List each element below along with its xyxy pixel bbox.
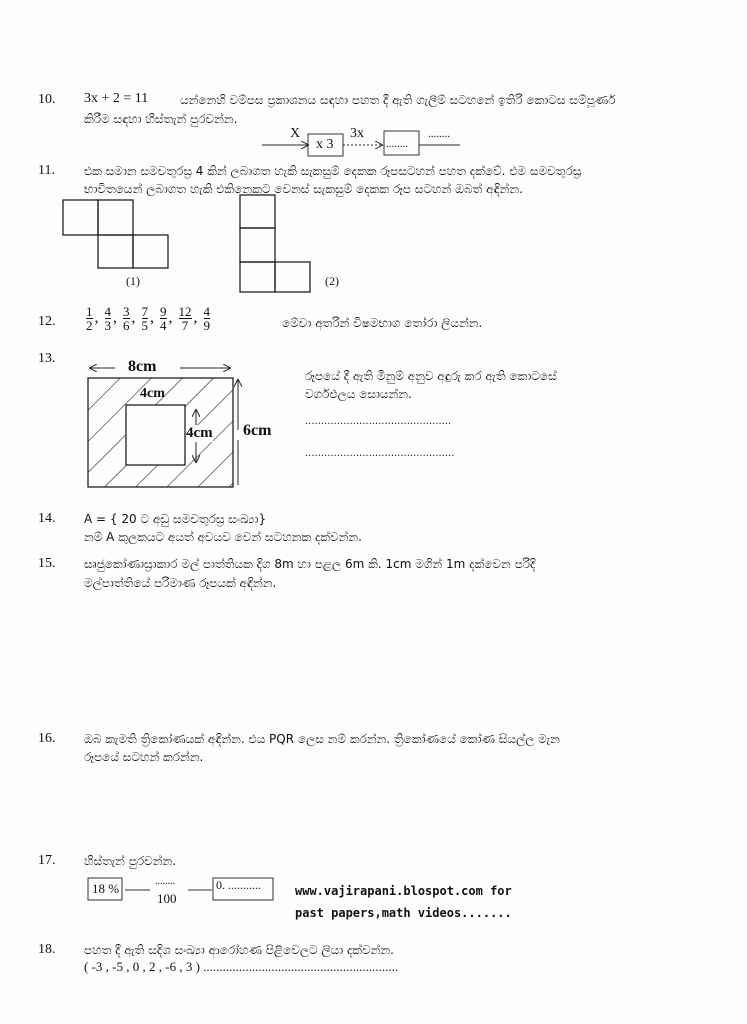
fraction: $\frac{4}{3}$ bbox=[104, 304, 111, 333]
question-14-text: නම් A කුලකයට අයත් අවයව වෙන් සටහනක දක්වන්න. bbox=[84, 530, 362, 544]
answer-line[interactable]: ............................................... bbox=[305, 448, 455, 459]
question-18-number: 18. bbox=[38, 942, 56, 957]
figure-1-squares bbox=[63, 200, 168, 268]
label-4cm-width: 4cm bbox=[140, 386, 165, 401]
question-11-text: එක සමාන සමචතුරස්‍ර 4 කින් ලබාගත හැකි සැකසුම් දෙකක රූපසටහන් පහත දක්වේ. එම සමචතුරස්‍ර bbox=[84, 164, 582, 178]
question-13-text: රූපයේ දී ඇති මිනුම් අනුව අඳුරු කර ඇති කොටසේ bbox=[305, 369, 557, 383]
question-12-number: 12. bbox=[38, 314, 56, 329]
answer-line[interactable]: .............................................. bbox=[305, 416, 452, 427]
denominator: 100 bbox=[157, 891, 177, 906]
question-15-text: මල්පාත්තියේ පරිමාණ රූපයක් අඳින්න. bbox=[84, 576, 277, 590]
question-10-equation: 3x + 2 = 11 bbox=[84, 91, 149, 106]
flow-middle: 3x bbox=[350, 126, 364, 141]
question-16-text: රූපයේ සටහන් කරන්න. bbox=[84, 750, 204, 764]
question-12-text: මේවා අතරින් විෂමභාග තෝරා ලියන්න. bbox=[282, 316, 483, 330]
question-17-text: හිස්තැන් පුරවන්න. bbox=[84, 854, 177, 868]
label-8cm: 8cm bbox=[125, 358, 159, 376]
flow-input: X bbox=[290, 126, 301, 141]
question-13-text: වර්ගඵලය සොයන්න. bbox=[305, 387, 412, 401]
watermark-line-1: www.vajirapani.blospot.com for bbox=[295, 884, 512, 898]
decimal-blank[interactable]: 0. ........... bbox=[216, 878, 261, 892]
flow-output-blank[interactable]: ........ bbox=[428, 128, 450, 140]
numerator-blank[interactable]: ........ bbox=[155, 876, 175, 887]
watermark-line-2: past papers,math videos....... bbox=[295, 906, 512, 920]
fraction: $\frac{4}{9}$ bbox=[203, 304, 210, 333]
label-4cm-height: 4cm bbox=[186, 425, 213, 441]
question-14-text: A = { 20 ට අඩු සමචතුරස්‍ර සංඛ්‍යා} bbox=[84, 512, 267, 526]
question-18-text: පහත දී ඇති සදිශ සංඛ්‍යා ආරෝහණ පිළිවෙලට ලියා දක්වන්න. bbox=[84, 943, 394, 957]
question-18-numbers: ( -3 , -5 , 0 , 2 , -6 , 3 ) ............................................................ bbox=[84, 959, 399, 974]
fraction: $\frac{12}{7}$ bbox=[178, 304, 192, 333]
question-11-number: 11. bbox=[38, 163, 55, 178]
figure-1-label: (1) bbox=[126, 274, 140, 288]
fraction: $\frac{9}{4}$ bbox=[160, 304, 167, 333]
label-6cm: 6cm bbox=[243, 422, 272, 439]
question-16-number: 16. bbox=[38, 731, 56, 746]
question-15-text: සෘජුකෝණාස්‍රාකාර මල් පාත්තියක දිග 8m හා පළල 6m කි. 1cm මගින් 1m දක්වෙන පරිදි bbox=[84, 557, 536, 571]
question-17-number: 17. bbox=[38, 853, 56, 868]
question-10-number: 10. bbox=[38, 92, 56, 107]
question-10-text: යන්නෙහි වම්පස ප්‍රකාශනය සඳහා පහත දී ඇති ගැලීම් සටහනේ ඉතිරි කොටස සම්පූර්ණ bbox=[180, 93, 616, 107]
figure-2-label: (2) bbox=[325, 274, 339, 288]
question-10-text: කිරීම සඳහා හිස්තැන් පුරවන්න. bbox=[84, 112, 238, 126]
fraction: $\frac{1}{2}$ bbox=[86, 304, 93, 333]
fraction: $\frac{7}{5}$ bbox=[141, 304, 148, 333]
fraction-list: $\frac{1}{2}$ , $\frac{4}{3}$ , $\frac{3}{6}$ , $\frac{7}{5}$ , $\frac{9}{4}$ , $\frac{12}{7}$ , $\frac{4}{9}$ bbox=[86, 304, 210, 333]
question-14-number: 14. bbox=[38, 511, 56, 526]
percent-value: 18 % bbox=[92, 881, 120, 896]
fraction: $\frac{3}{6}$ bbox=[123, 304, 130, 333]
flow-blank[interactable]: ........ bbox=[386, 138, 408, 150]
flow-operation: x 3 bbox=[316, 137, 334, 152]
figure-2-squares bbox=[240, 195, 310, 292]
question-16-text: ඔබ කැමති ත්‍රිකෝණයක් අඳින්න. එය PQR ලෙස නම් කරන්න. ත්‍රිකෝණයේ කෝණ සියල්ල මැන bbox=[84, 732, 560, 746]
question-15-number: 15. bbox=[38, 556, 56, 571]
question-11-text: භාවිතයෙන් ලබාගත හැකි එකිනෙකට වෙනස් සැකසුම් දෙකක රූප සටහන් ඔබත් අඳින්න. bbox=[84, 182, 523, 196]
question-13-number: 13. bbox=[38, 351, 56, 366]
